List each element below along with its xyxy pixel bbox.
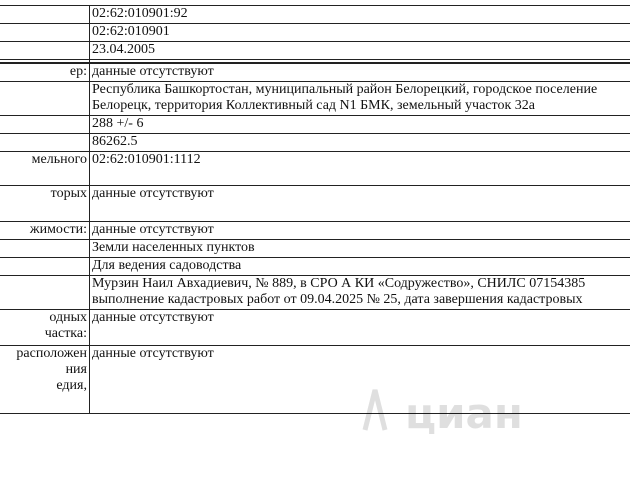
row-value: данные отсутствуют bbox=[90, 185, 630, 221]
label-line: одных bbox=[49, 309, 87, 325]
row-label bbox=[0, 275, 90, 309]
table-row-assignment-date bbox=[0, 42, 630, 60]
table-row-permitted-use bbox=[0, 257, 630, 275]
table-row-land-category bbox=[0, 239, 630, 257]
row-value: данные отсутствуют bbox=[90, 63, 630, 81]
row-value: 02:62:010901 bbox=[90, 24, 630, 42]
table-row-cadastral-number bbox=[0, 6, 630, 24]
row-label bbox=[0, 42, 90, 60]
engineer-line-1: Мурзин Наил Авхадиевич, № 889, в СРО А КИ «Содружество», СНИЛС 07154385 bbox=[92, 275, 586, 291]
row-value: 02:62:010901:1112 bbox=[90, 151, 630, 185]
row-value: 02:62:010901:92 bbox=[90, 6, 630, 24]
row-label bbox=[0, 24, 90, 42]
row-label: мельного bbox=[0, 151, 90, 185]
row-label bbox=[0, 239, 90, 257]
table-row-area bbox=[0, 115, 630, 133]
row-label bbox=[0, 6, 90, 24]
watermark-text: циан bbox=[405, 389, 523, 438]
table-row-previous-number bbox=[0, 63, 630, 81]
row-label bbox=[0, 115, 90, 133]
row-label: ер: bbox=[0, 63, 90, 81]
engineer-line-2: выполнение кадастровых работ от 09.04.2025 № 25, дата завершения кадастровых bbox=[92, 291, 583, 307]
address-line-2: Белорецк, территория Коллективный сад N1 БМК, земельный участок 32а bbox=[92, 97, 535, 113]
table-row-address bbox=[0, 81, 630, 115]
egrn-record-table bbox=[0, 5, 630, 414]
label-line: расположен bbox=[16, 345, 87, 361]
row-value bbox=[90, 81, 630, 115]
label-line: ния bbox=[65, 361, 87, 377]
table-row-parent-plot bbox=[0, 151, 630, 185]
table-row-special-zones bbox=[0, 345, 630, 413]
table-row-natural-objects bbox=[0, 309, 630, 345]
row-value bbox=[90, 275, 630, 309]
row-value: данные отсутствуют bbox=[90, 309, 630, 345]
address-line-1: Республика Башкортостан, муниципальный район Белорецкий, городское поселение bbox=[92, 81, 598, 97]
row-value: Для ведения садоводства bbox=[90, 257, 630, 275]
row-value: данные отсутствуют bbox=[90, 345, 630, 413]
label-line: едия, bbox=[56, 377, 87, 393]
row-label: торых bbox=[0, 185, 90, 221]
row-value: 86262.5 bbox=[90, 133, 630, 151]
table-row-buildings-within bbox=[0, 185, 630, 221]
row-label bbox=[0, 133, 90, 151]
row-label bbox=[0, 257, 90, 275]
row-label: жимости: bbox=[0, 221, 90, 239]
row-value: данные отсутствуют bbox=[90, 221, 630, 239]
label-line: частка: bbox=[44, 325, 87, 341]
table-row-block-number bbox=[0, 24, 630, 42]
table-row-cadastral-value bbox=[0, 133, 630, 151]
row-label bbox=[0, 81, 90, 115]
row-label bbox=[0, 345, 90, 413]
table-row-property-complex bbox=[0, 221, 630, 239]
row-value: 288 +/- 6 bbox=[90, 115, 630, 133]
row-value: 23.04.2005 bbox=[90, 42, 630, 60]
row-value: Земли населенных пунктов bbox=[90, 239, 630, 257]
table-row-cadastral-engineer bbox=[0, 275, 630, 309]
row-label bbox=[0, 309, 90, 345]
